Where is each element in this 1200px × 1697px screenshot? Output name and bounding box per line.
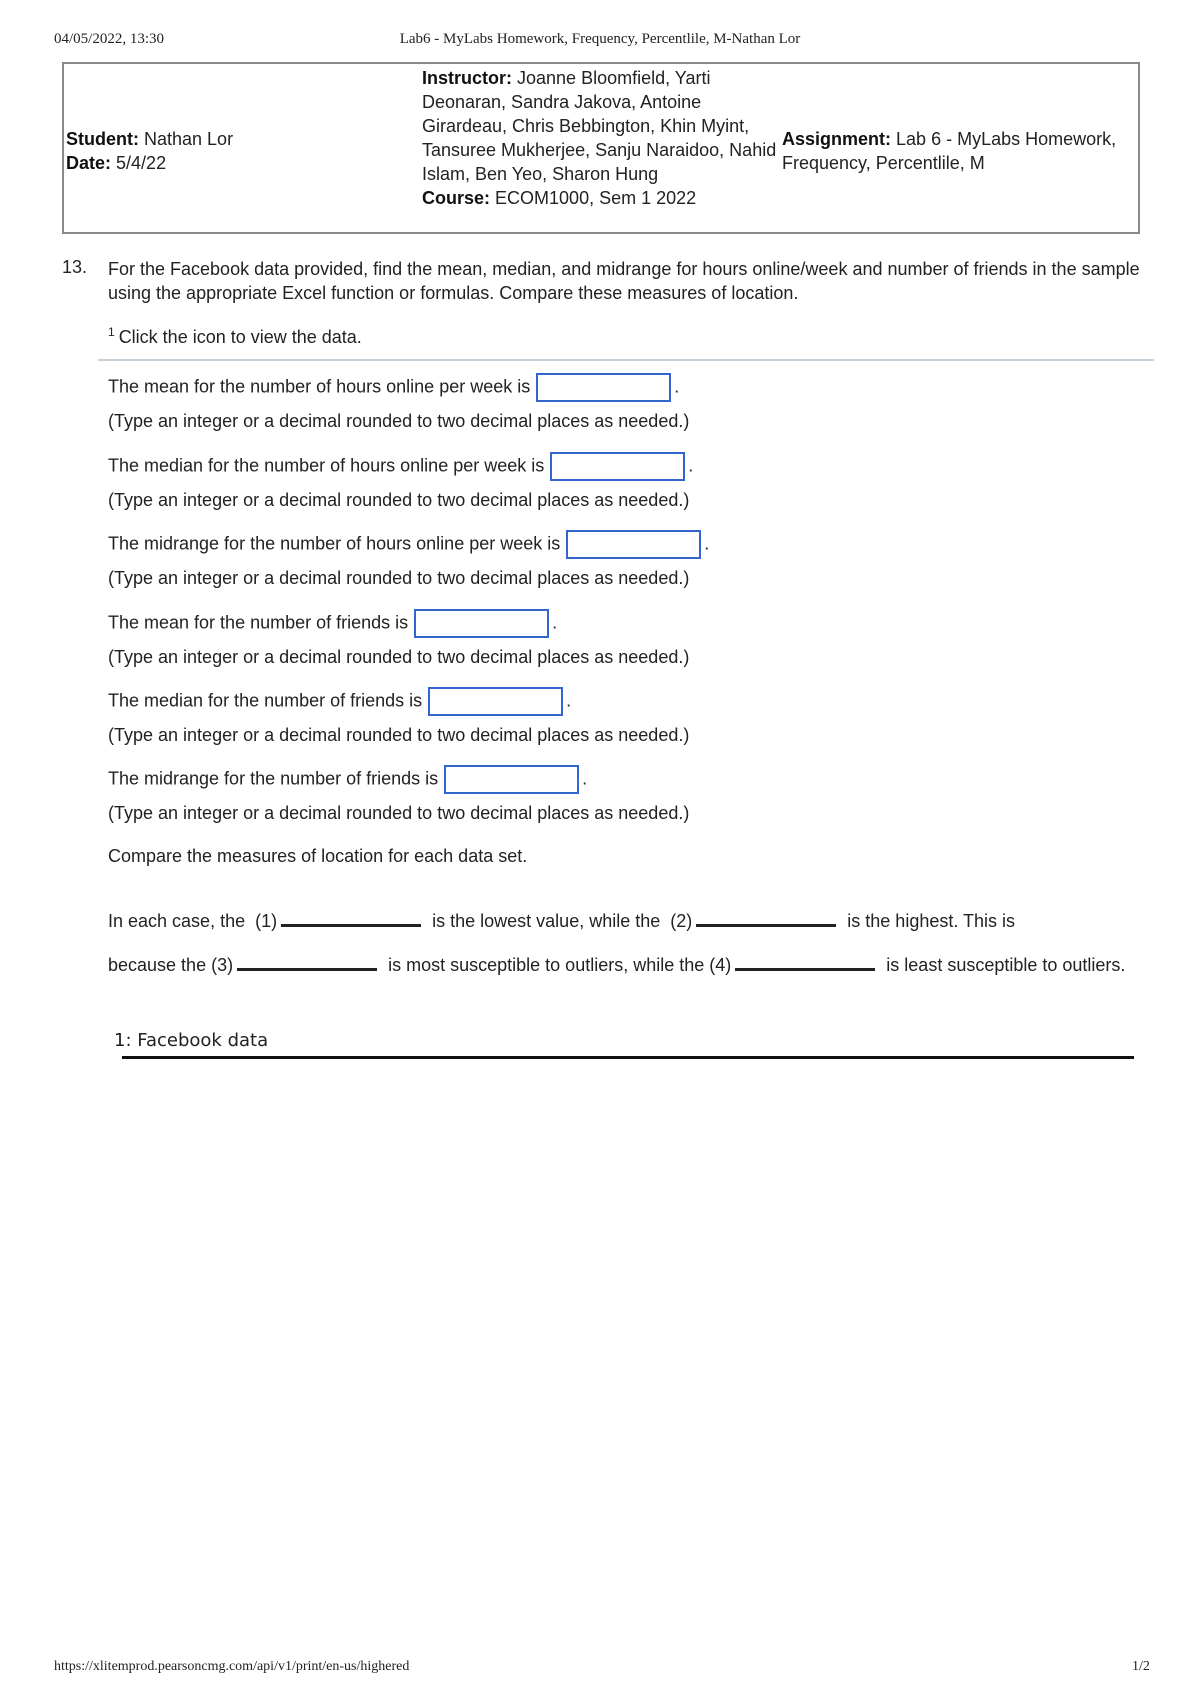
print-url: https://xlitemprod.pearsoncmg.com/api/v1/print/en-us/highered — [54, 1659, 410, 1674]
footnote-label: Facebook data — [137, 1030, 269, 1051]
print-title: Lab6 - MyLabs Homework, Frequency, Percentlile, M-Nathan Lor — [399, 31, 801, 47]
print-datetime: 04/05/2022, 13:30 — [54, 31, 165, 47]
answer-suffix: . — [688, 455, 694, 476]
answer-hint: (Type an integer or a decimal rounded to two decimal places as needed.) — [108, 411, 690, 431]
answer-input-midrange-hours[interactable] — [566, 530, 701, 559]
course-label: Course: — [422, 188, 491, 208]
answer-suffix: . — [582, 768, 588, 789]
answer-hint: (Type an integer or a decimal rounded to two decimal places as needed.) — [108, 725, 690, 745]
footnote-superscript: 1 — [108, 325, 115, 339]
assignment-value: Lab 6 - MyLabs Homework, Frequency, Percentlile, M — [782, 129, 1117, 173]
answer-row — [108, 687, 571, 716]
answer-row — [108, 530, 709, 559]
instructor-label: Instructor: — [422, 68, 512, 88]
footnote-divider — [122, 1056, 1134, 1059]
question-number: 13. — [62, 257, 88, 277]
blank-number: (1) — [255, 911, 278, 931]
answer-row — [108, 609, 557, 638]
section-divider — [98, 359, 1154, 361]
student-info — [66, 127, 416, 175]
page-number: 1/2 — [1132, 1659, 1150, 1674]
footnote-text: Click the icon to view the data. — [118, 327, 362, 347]
blank-number: (4) — [709, 955, 732, 975]
answer-hint: (Type an integer or a decimal rounded to two decimal places as needed.) — [108, 803, 690, 823]
student-label: Student: — [66, 129, 139, 149]
answer-hint: (Type an integer or a decimal rounded to two decimal places as needed.) — [108, 647, 690, 667]
answer-row — [108, 452, 693, 481]
answer-prompt: The median for the number of friends is — [108, 690, 423, 711]
compare-sentence-line1 — [108, 909, 1158, 933]
question-text: For the Facebook data provided, find the mean, median, and midrange for hours online/week and number of friends in the sample using the appropriate Excel function or formulas. Compare these measures of location. — [108, 259, 1140, 303]
answer-input-median-hours[interactable] — [550, 452, 685, 481]
instructor-names: Joanne Bloomfield, Yarti Deonaran, Sandra Jakova, Antoine Girardeau, Chris Bebbington, Khin Myint, Tansuree Mukherjee, Sanju Naraidoo, Nahid Islam, Ben Yeo, Sharon Hung — [422, 68, 777, 184]
compare-text: is most susceptible to outliers, while the — [388, 955, 705, 975]
answer-hint: (Type an integer or a decimal rounded to two decimal places as needed.) — [108, 490, 690, 510]
dropdown-blank-3[interactable] — [237, 954, 377, 971]
answer-suffix: . — [674, 376, 680, 397]
answer-prompt: The mean for the number of friends is — [108, 612, 409, 633]
data-footnote-link[interactable] — [108, 325, 362, 348]
compare-text: because the — [108, 955, 207, 975]
answer-prompt: The midrange for the number of hours online per week is — [108, 533, 561, 554]
answer-input-mean-friends[interactable] — [414, 609, 549, 638]
dropdown-blank-1[interactable] — [281, 910, 421, 927]
answer-suffix: . — [704, 533, 710, 554]
answer-prompt: The mean for the number of hours online per week is — [108, 376, 531, 397]
compare-text: is the lowest value, while the — [432, 911, 661, 931]
blank-number: (2) — [670, 911, 693, 931]
answer-row — [108, 373, 679, 402]
answer-input-median-friends[interactable] — [428, 687, 563, 716]
answer-suffix: . — [566, 690, 572, 711]
blank-number: (3) — [211, 955, 234, 975]
answer-input-midrange-friends[interactable] — [444, 765, 579, 794]
assignment-info — [782, 127, 1132, 175]
course-value: ECOM1000, Sem 1 2022 — [495, 188, 697, 208]
compare-text: In each case, the — [108, 911, 246, 931]
assignment-label: Assignment: — [782, 129, 892, 149]
answer-prompt: The median for the number of hours online per week is — [108, 455, 545, 476]
footnote-number: 1: — [114, 1030, 132, 1051]
facebook-data-footnote — [114, 1030, 268, 1051]
instructor-info — [422, 66, 784, 210]
student-name: Nathan Lor — [144, 129, 234, 149]
compare-text: is the highest. This is — [847, 911, 1016, 931]
answer-suffix: . — [552, 612, 558, 633]
compare-sentence-line2 — [108, 953, 1158, 977]
compare-text: is least susceptible to outliers. — [886, 955, 1126, 975]
dropdown-blank-4[interactable] — [735, 954, 875, 971]
answer-input-mean-hours[interactable] — [536, 373, 671, 402]
assignment-info-box — [62, 62, 1140, 234]
answer-row — [108, 765, 587, 794]
answer-hint: (Type an integer or a decimal rounded to two decimal places as needed.) — [108, 568, 690, 588]
answer-prompt: The midrange for the number of friends is — [108, 768, 439, 789]
date-label: Date: — [66, 153, 112, 173]
compare-heading: Compare the measures of location for each data set. — [108, 846, 528, 866]
dropdown-blank-2[interactable] — [696, 910, 836, 927]
date-value: 5/4/22 — [116, 153, 167, 173]
